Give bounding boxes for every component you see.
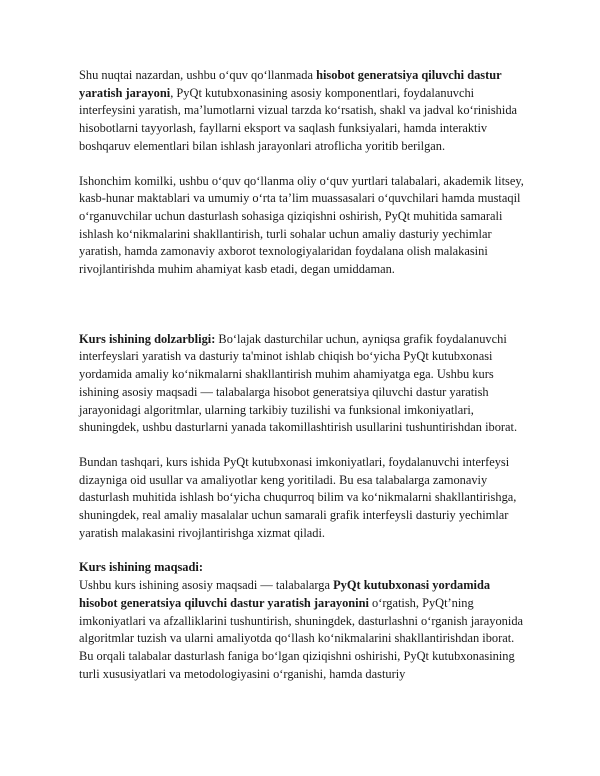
document-page xyxy=(79,67,531,683)
emphasis-text: PyQt kutubxonasi yordamida hisobot generatsiya qiluvchi dastur yaratish jarayonini xyxy=(79,578,491,610)
paragraph-goal xyxy=(79,577,531,648)
spacer xyxy=(79,542,531,559)
paragraph-intro xyxy=(79,67,531,156)
paragraph-confidence: Ishonchim komilki, ushbu o‘quv qo‘llanma oliy o‘quv yurtlari talabalari, akademik litsey, kasb-hunar maktablari va umumiy o‘rta ta’lim muassasalari o‘quvchilari hamda mustaqil o‘rganuvchilar uchun dasturlash sohasiga qiziqishni oshirish, PyQt muhitida samarali ishlash ko‘nikmalarini shakllantirish, turli sohalar uchun amaliy dasturiy yechimlar yaratish, hamda zamonaviy axborot texnologiyalaridan foydalana olish malakasini rivojlantirishda muhim ahamiyat kasb etadi, degan umiddaman. xyxy=(79,173,524,277)
section-heading: Kurs ishining maqsadi: xyxy=(79,560,203,575)
spacer xyxy=(79,437,531,454)
section-heading-goal xyxy=(79,559,531,577)
paragraph-text: Shu nuqtai nazardan, ushbu o‘quv qo‘llanmada xyxy=(79,68,317,82)
paragraph-text: Bo‘lajak dasturchilar uchun, ayniqsa grafik foydalanuvchi interfeyslari yaratish va dasturiy ta'minot ishlab chiqish bo‘yicha PyQt kutubxonasi yordamida amaliy ko‘nikmalarni shakllantirish muhim ahamiyatga ega. Ushbu kurs ishining asosiy maqsadi — talabalarga hisobot generatsiya qiluvchi dastur yaratish jarayonidagi algoritmlar, ularning tarkibiy tuzilishi va funksional imkoniyatlari, shuningdek, ushbu dasturlarni yanada takomillashtirish usullarini tushuntirishdan iborat. xyxy=(79,331,518,435)
paragraph-text: , PyQt kutubxonasining asosiy komponentlari, foydalanuvchi interfeysini yaratish, ma’lumotlarni vizual tarzda ko‘rsatish, shakl va jadval ko‘rinishida hisobotlarni tayyorlash, fayllarni eksport va saqlash funksiyalari, hamda interaktiv boshqaruv elementlari bilan ishlash jarayonlari atroflicha yoritib berilgan. xyxy=(79,85,518,153)
paragraph-additional: Bundan tashqari, kurs ishida PyQt kutubxonasi imkoniyatlari, foydalanuvchi interfeysi dizayniga oid usullar va amaliyotlar keng yoritiladi. Bu esa talabalarga zamonaviy dasturlash muhitida ishlash bo‘yicha chuqurroq bilim va ko‘nikmalarni shakllantirishga, shuningdek, real amaliy masalalar uchun samarali grafik interfeysli dasturiy yechimlar yaratish malakasini rivojlantirishga xizmat qiladi. xyxy=(79,454,517,540)
paragraph-text: o‘rgatish, PyQt’ning imkoniyatlari va afzalliklarini tushuntirish, shuningdek, dasturlashni o‘rganish jarayonida algoritmlar tuzish va ularni amaliyotda qo‘llash ko‘nikmalarini shakllantirishdan iborat. xyxy=(79,595,524,646)
spacer xyxy=(79,279,531,331)
section-heading: Kurs ishining dolzarbligi: xyxy=(79,331,216,346)
emphasis-text: hisobot generatsiya qiluvchi dastur yaratish jarayoni xyxy=(79,68,502,100)
paragraph-relevance xyxy=(79,331,531,437)
paragraph-continuation: Bu orqali talabalar dasturlash faniga bo‘lgan qiziqishni oshirishi, PyQt kutubxonasining turli xususiyatlari va metodologiyasini o‘rganishi, hamda dasturiy xyxy=(79,648,515,681)
spacer xyxy=(79,156,531,173)
paragraph-text: Ushbu kurs ishining asosiy maqsadi — talabalarga xyxy=(79,578,334,593)
